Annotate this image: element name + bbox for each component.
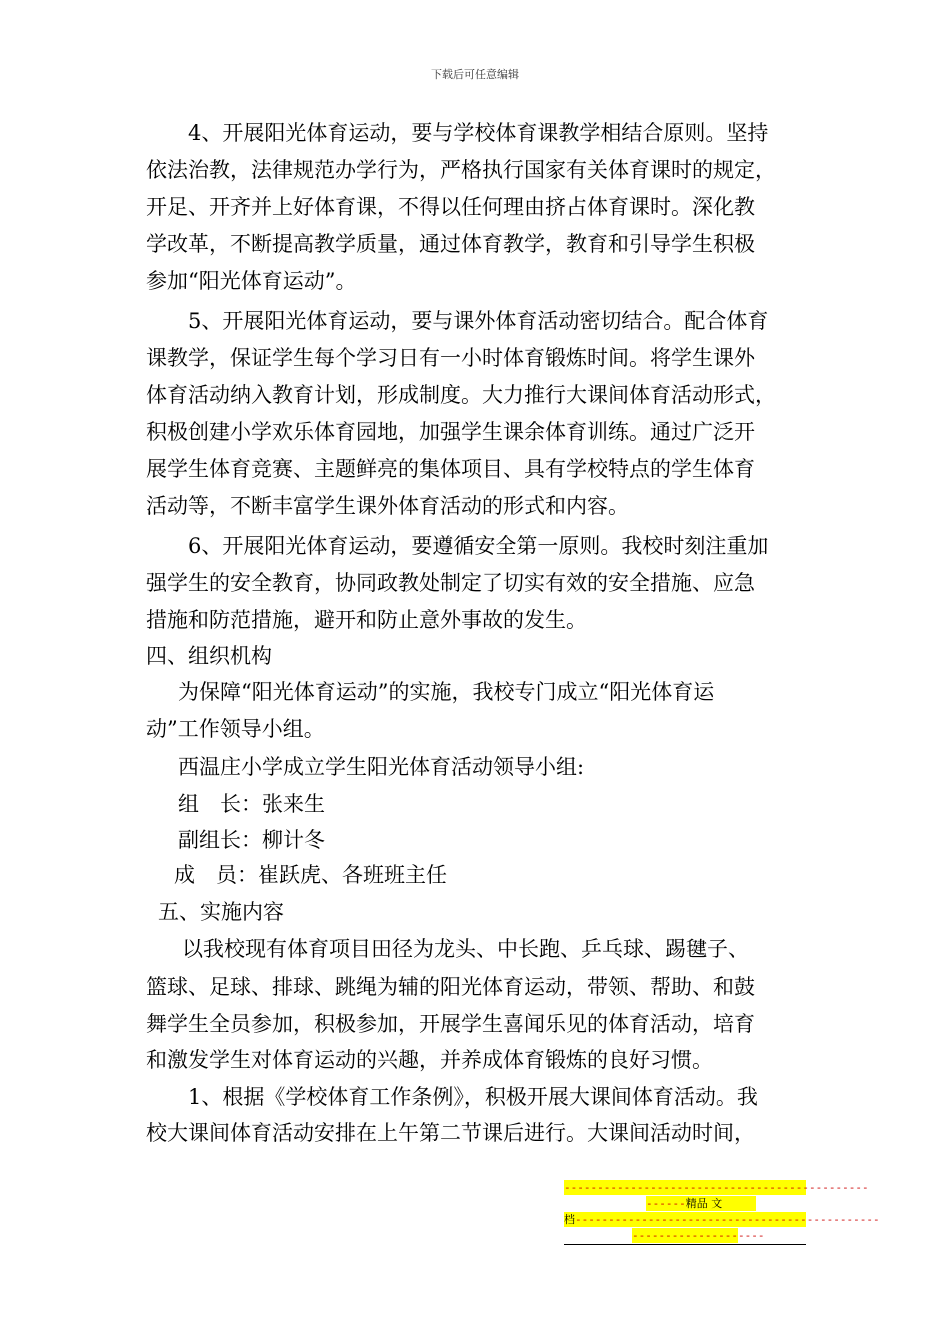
- text-line: 以我校现有体育项目田径为龙头、中长跑、乒乓球、踢毽子、: [182, 937, 749, 961]
- text-line: 课教学，保证学生每个学习日有一小时体育锻炼时间。将学生课外: [146, 346, 755, 370]
- text-line: 为保障“阳光体育运动”的实施，我校专门成立“阳光体育运: [178, 680, 715, 704]
- text-line: 篮球、足球、排球、跳绳为辅的阳光体育运动，带领、帮助、和鼓: [146, 975, 755, 999]
- text-line: 学改革，不断提高教学质量，通过体育教学，教育和引导学生积极: [146, 232, 755, 256]
- footer-rule: [564, 1244, 806, 1245]
- text-line: 措施和防范措施，避开和防止意外事故的发生。: [146, 608, 587, 632]
- text-line: 和激发学生对体育运动的兴趣，并养成体育锻炼的良好习惯。: [146, 1048, 713, 1072]
- text-line: 展学生体育竞赛、主题鲜亮的集体项目、具有学校特点的学生体育: [146, 457, 755, 481]
- text-line: 6、开展阳光体育运动，要遵循安全第一原则。我校时刻注重加: [188, 534, 769, 558]
- text-line: 1、根据《学校体育工作条例》，积极开展大课间体育活动。我: [188, 1085, 758, 1109]
- text-line: 体育活动纳入教育计划，形成制度。大力推行大课间体育活动形式，: [146, 383, 776, 407]
- section-heading: 五、实施内容: [158, 900, 284, 924]
- text-line: 依法治教，法律规范办学行为，严格执行国家有关体育课时的规定，: [146, 158, 776, 182]
- text-line: 5、开展阳光体育运动，要与课外体育活动密切结合。配合体育: [188, 309, 769, 333]
- text-line: 动”工作领导小组。: [146, 717, 325, 741]
- text-line: 西温庄小学成立学生阳光体育活动领导小组:: [178, 755, 585, 779]
- section-heading: 四、组织机构: [146, 644, 272, 668]
- footer-dash-line: ----------------------------------------------: [564, 1181, 869, 1194]
- text-line: 成 员：崔跃虎、各班班主任: [174, 863, 447, 887]
- text-line: 校大课间体育活动安排在上午第二节课后进行。大课间活动时间，: [146, 1121, 755, 1145]
- footer-label: 精品 文: [685, 1197, 723, 1210]
- footer-title-line: [646, 1196, 756, 1211]
- footer-dash-line: --------------------: [632, 1229, 765, 1242]
- footer-doc-line: [564, 1212, 880, 1227]
- text-line: 活动等，不断丰富学生课外体育活动的形式和内容。: [146, 494, 629, 518]
- text-line: 舞学生全员参加，积极参加，开展学生喜闻乐见的体育活动，培育: [146, 1012, 755, 1036]
- text-line: 组 长：张来生: [178, 792, 325, 816]
- text-line: 4、开展阳光体育运动，要与学校体育课教学相结合原则。坚持: [188, 121, 769, 145]
- text-line: 强学生的安全教育，协同政教处制定了切实有效的安全措施、应急: [146, 571, 755, 595]
- footer-dashes: ------: [646, 1197, 686, 1210]
- text-line: 副组长：柳计冬: [178, 828, 325, 852]
- footer-label: 档: [564, 1213, 575, 1226]
- footer-dashes: ----------------------------------------------: [575, 1213, 880, 1226]
- text-line: 开足、开齐并上好体育课，不得以任何理由挤占体育课时。深化教: [146, 195, 755, 219]
- page-header: 下载后可任意编辑: [431, 68, 519, 81]
- text-line: 参加“阳光体育运动”。: [146, 269, 357, 293]
- text-line: 积极创建小学欢乐体育园地，加强学生课余体育训练。通过广泛开: [146, 420, 755, 444]
